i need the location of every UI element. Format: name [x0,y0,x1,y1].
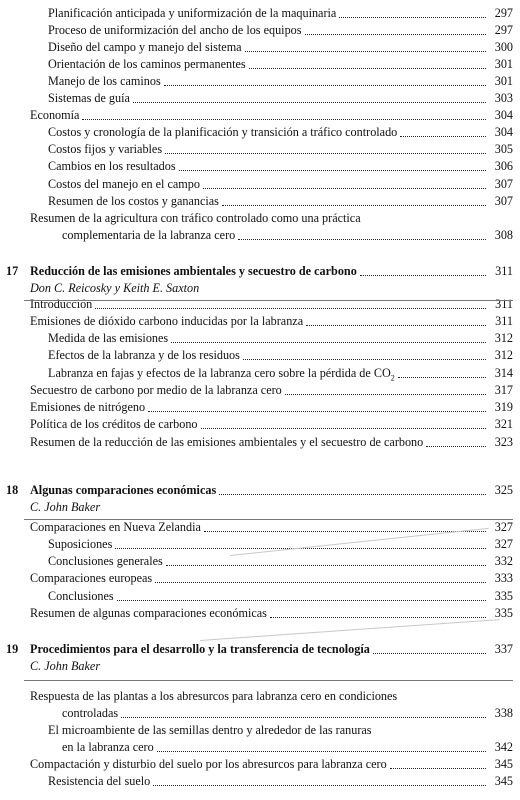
dot-leader [243,358,486,360]
toc-entry-page: 303 [494,91,513,105]
dot-leader [222,204,486,206]
toc-entry[interactable] [48,331,513,346]
toc-entry-title: Política de los créditos de carbono [30,417,198,431]
toc-entry-page: 304 [494,108,513,122]
chapter-heading[interactable] [30,264,513,279]
toc-entry-title: El microambiente de las semillas dentro y alrededor de las ranuras [48,723,372,737]
toc-entry[interactable] [48,177,513,192]
toc-entry[interactable] [48,194,513,209]
chapter-authors: C. John Baker [30,659,101,673]
toc-entry-page: 327 [494,537,513,551]
toc-entry[interactable] [62,740,513,755]
toc-entry[interactable] [48,589,513,604]
toc-entry-title: Compactación y disturbio del suelo por los abresurcos para labranza cero [30,757,387,771]
toc-entry-title: Medida de las emisiones [48,331,169,345]
toc-entry[interactable] [48,40,513,55]
subscript: 2 [390,373,395,381]
dot-leader [95,307,486,309]
dot-leader [166,564,486,566]
toc-entry[interactable] [48,91,513,106]
toc-entry-page: 345 [494,774,513,788]
toc-entry-title: controladas [62,706,119,720]
dot-leader [203,187,486,189]
toc-entry[interactable] [30,417,513,432]
toc-entry-title: Planificación anticipada y uniformización de la maquinaria [48,6,337,20]
toc-entry-page: 342 [494,740,513,754]
toc-entry-page: 335 [494,589,513,603]
toc-entry-title: Cambios en los resultados [48,159,176,173]
toc-entry-title: Costos y cronología de la planificación y transición a tráfico controlado [48,125,398,139]
section-divider [24,680,513,681]
chapter-authors: C. John Baker [30,500,101,514]
toc-entry-title: Comparaciones europeas [30,571,153,585]
dot-leader [390,767,486,769]
toc-entry-title: Resumen de la agricultura con tráfico controlado como una práctica [30,211,361,225]
toc-entry-page: 300 [494,40,513,54]
toc-entry-title: Respuesta de las plantas a los abresurcos para labranza cero en condiciones [30,689,398,703]
toc-entry-page: 321 [494,417,513,431]
toc-entry-page: 317 [494,383,513,397]
dot-leader [155,581,486,583]
toc-entry-page: 314 [494,366,513,380]
toc-entry[interactable] [30,400,513,415]
dot-leader [153,784,486,786]
toc-entry-title: Manejo de los caminos [48,74,161,88]
toc-entry[interactable] [30,757,513,772]
chapter-title: Procedimientos para el desarrollo y la transferencia de tecnología [30,642,370,656]
toc-entry-title: Conclusiones generales [48,554,163,568]
toc-entry-page: 312 [494,331,513,345]
dot-leader [373,652,486,654]
toc-entry-title: Diseño del campo y manejo del sistema [48,40,242,54]
toc-entry[interactable] [48,23,513,38]
toc-entry-page: 311 [495,314,513,328]
toc-entry-title: Costos del manejo en el campo [48,177,200,191]
dot-leader [238,238,486,240]
toc-entry[interactable] [48,6,513,21]
chapter-heading[interactable] [30,642,513,657]
toc-entry-page: 304 [494,125,513,139]
section-divider [24,300,513,301]
toc-entry-title: Resumen de los costos y ganancias [48,194,219,208]
toc-entry-title: Secuestro de carbono por medio de la labranza cero [30,383,282,397]
dot-leader [165,152,486,154]
toc-entry-page: 311 [495,297,513,311]
toc-entry-title: Resumen de algunas comparaciones económicas [30,606,267,620]
chapter-number: 19 [6,642,19,656]
toc-entry-title: en la labranza cero [62,740,154,754]
toc-entry[interactable] [62,706,513,721]
toc-entry-title: Comparaciones en Nueva Zelandia [30,520,201,534]
toc-entry-page: 312 [494,348,513,362]
toc-entry-title: Emisiones de dióxido carbono inducidas por la labranza [30,314,304,328]
toc-entry-page: 323 [494,435,513,449]
toc-entry-title: Costos fijos y variables [48,142,163,156]
toc-entry[interactable] [48,554,513,569]
toc-entry[interactable] [62,228,513,243]
toc-entry-title: Orientación de los caminos permanentes [48,57,246,71]
dot-leader [171,341,486,343]
toc-entry[interactable] [48,57,513,72]
toc-entry-page: 306 [494,159,513,173]
toc-entry[interactable] [48,774,513,789]
dot-leader [306,324,486,326]
dot-leader [201,427,486,429]
toc-entry-page: 333 [494,571,513,585]
toc-entry-page: 338 [494,706,513,720]
toc-entry-title: Sistemas de guía [48,91,130,105]
chapter-title: Algunas comparaciones económicas [30,483,217,497]
toc-entry-title: Suposiciones [48,537,113,551]
dot-leader [148,410,486,412]
toc-entry-title: complementaria de la labranza cero [62,228,236,242]
toc-entry[interactable] [48,125,513,140]
toc-entry[interactable] [30,211,480,226]
toc-entry-page: 335 [494,606,513,620]
toc-entry-title: Efectos de la labranza y de los residuos [48,348,240,362]
toc-entry-page: 297 [494,23,513,37]
toc-entry-title: Proceso de uniformización del ancho de los equipos [48,23,302,37]
dot-leader [285,393,486,395]
toc-entry[interactable] [48,366,513,381]
dot-leader [426,445,486,447]
toc-entry[interactable] [30,314,513,329]
chapter-title: Reducción de las emisiones ambientales y secuestro de carbono [30,264,357,278]
dot-leader [133,101,486,103]
dot-leader [398,376,486,378]
toc-entry[interactable] [30,689,480,704]
toc-entry[interactable] [30,571,513,586]
dot-leader [117,599,486,601]
chapter-authors: Don C. Reicosky y Keith E. Saxton [30,281,200,295]
toc-entry-title: Emisiones de nitrógeno [30,400,146,414]
toc-entry-page: 345 [494,757,513,771]
dot-leader [164,84,486,86]
toc-entry-page: 332 [494,554,513,568]
chapter-page: 311 [495,264,513,278]
toc-entry-title: Resistencia del suelo [48,774,151,788]
toc-entry[interactable] [30,435,513,450]
dot-leader [249,67,486,69]
toc-entry[interactable] [48,142,513,157]
toc-entry-page: 327 [494,520,513,534]
dot-leader [121,716,486,718]
toc-entry-title: Conclusiones [48,589,114,603]
chapter-heading[interactable] [30,483,513,498]
dot-leader [305,33,487,35]
chapter-number: 18 [6,483,19,497]
chapter-page: 337 [494,642,513,656]
dot-leader [82,118,486,120]
dot-leader [360,274,486,276]
toc-entry-title: Introducción [30,297,93,311]
dot-leader [339,16,486,18]
toc-entry-page: 297 [494,6,513,20]
scan-artifact [200,619,499,641]
toc-entry[interactable] [30,383,513,398]
toc-entry-page: 305 [494,142,513,156]
chapter-number: 17 [6,264,19,278]
toc-entry-title: Labranza en fajas y efectos de la labranza cero sobre la pérdida de $CO_2$ [48,366,395,381]
toc-entry-page: 308 [494,228,513,242]
toc-entry[interactable] [30,108,513,123]
dot-leader [179,169,486,171]
toc-entry-page: 301 [494,57,513,71]
chapter-page: 325 [494,483,513,497]
toc-entry-page: 307 [494,177,513,191]
toc-entry[interactable] [48,159,513,174]
toc-entry[interactable] [48,74,513,89]
dot-leader [157,750,486,752]
toc-entry[interactable] [48,348,513,363]
toc-entry-page: 319 [494,400,513,414]
dot-leader [245,50,486,52]
toc-entry-title: Resumen de la reducción de las emisiones ambientales y el secuestro de carbono [30,435,424,449]
section-divider [24,519,513,520]
dot-leader [400,135,486,137]
toc-entry-title: Economía [30,108,80,122]
toc-entry[interactable] [30,606,513,621]
toc-entry[interactable] [48,723,480,738]
toc-entry-page: 307 [494,194,513,208]
dot-leader [219,493,486,495]
toc-entry-page: 301 [494,74,513,88]
dot-leader [270,616,486,618]
